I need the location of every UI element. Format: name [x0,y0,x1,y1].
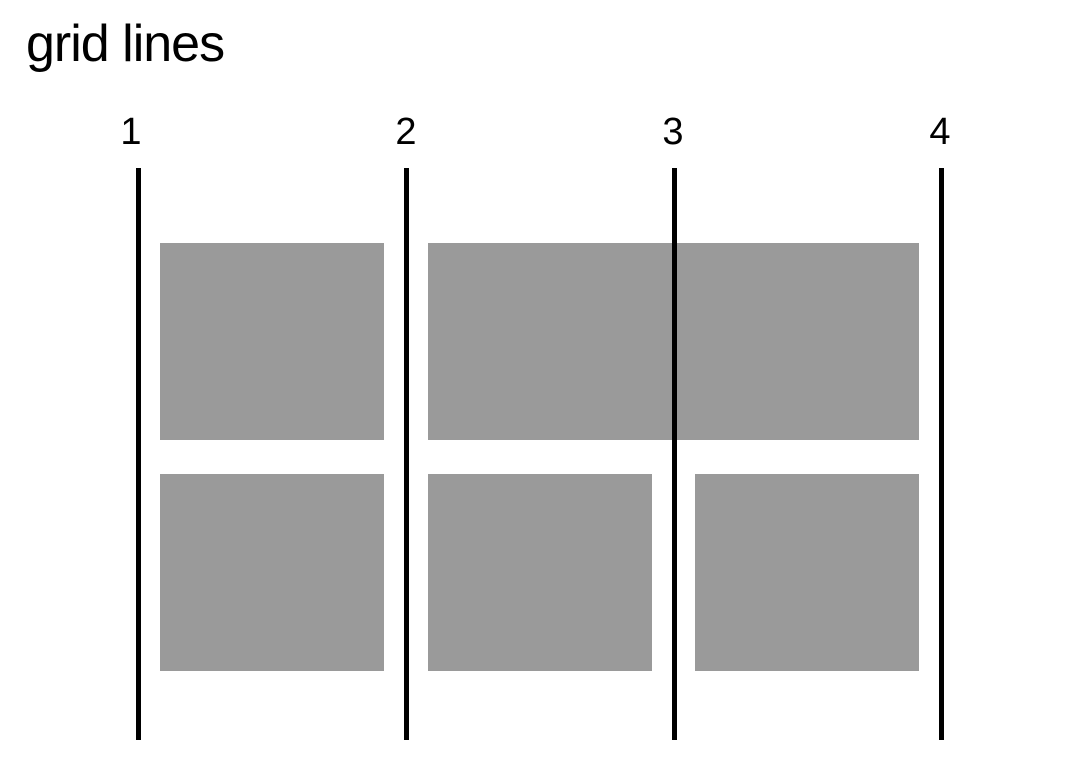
diagram-title: grid lines [26,15,225,73]
grid-line-1 [136,168,141,740]
grid-cell-row2-col2 [428,474,652,671]
grid-line-label-3: 3 [662,111,684,153]
grid-cell-row2-col3 [695,474,919,671]
grid-line-label-1: 1 [120,111,142,153]
grid-line-3 [672,168,677,740]
grid-line-4 [939,168,944,740]
grid-line-label-2: 2 [395,111,417,153]
grid-line-2 [404,168,409,740]
grid-cell-row1-col1 [160,243,384,440]
grid-cell-row2-col1 [160,474,384,671]
grid-line-label-4: 4 [929,111,951,153]
